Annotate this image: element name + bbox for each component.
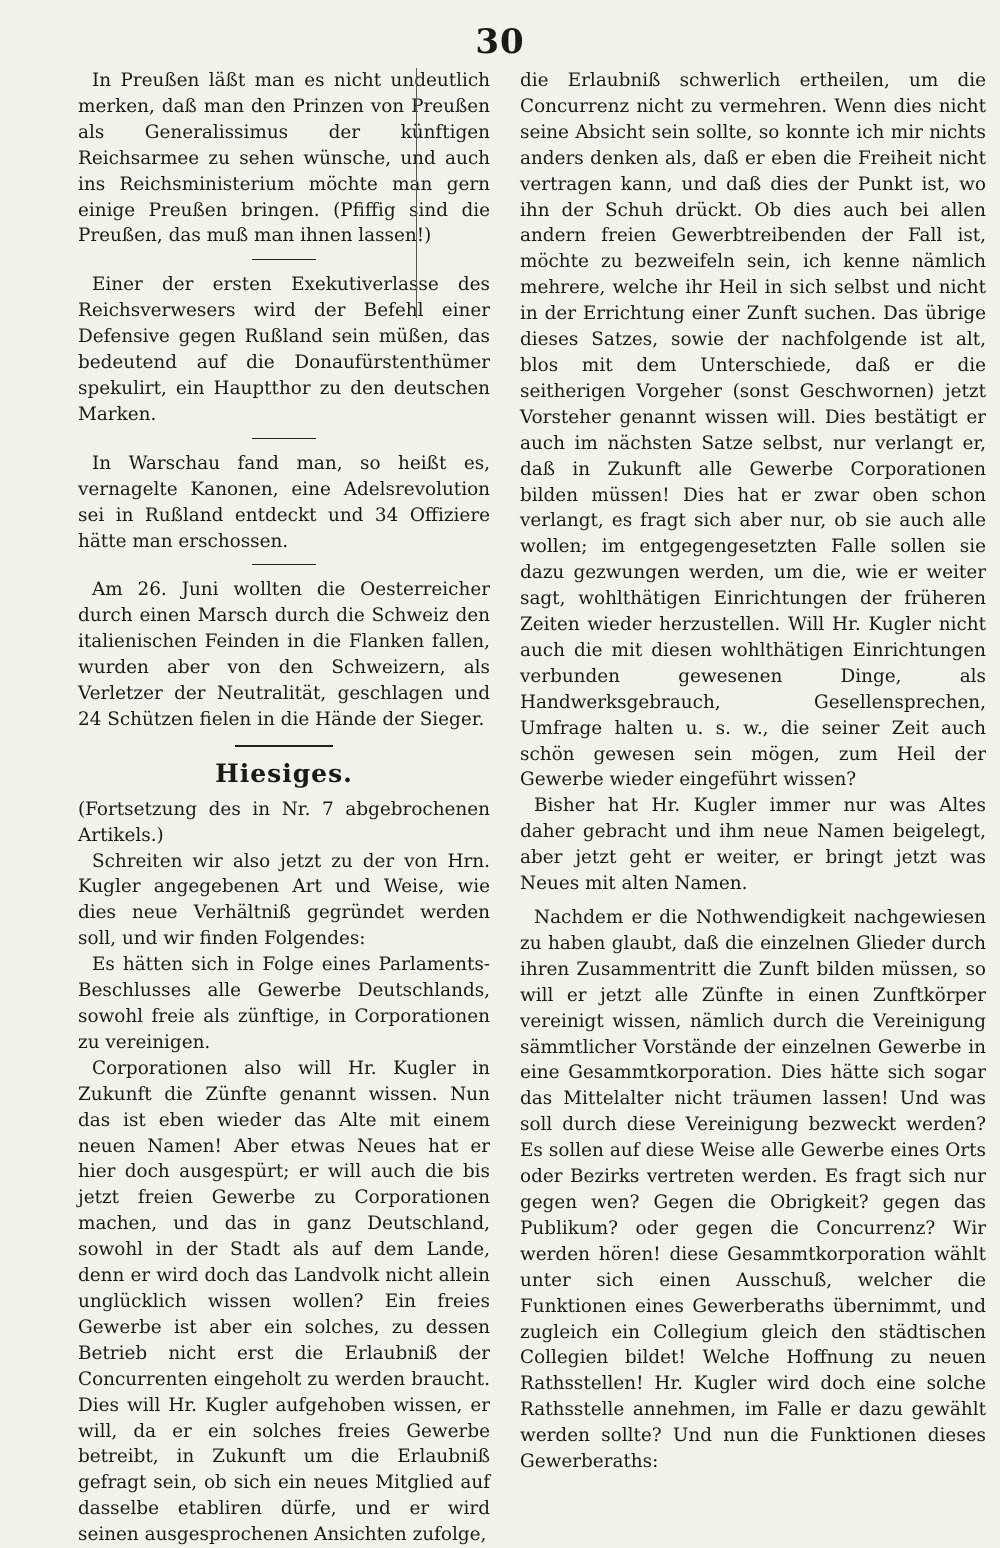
separator-rule — [252, 259, 316, 260]
news-item-reichsverweser: Einer der ersten Exekutiverlasse des Reichsverwesers wird der Befehl einer Defensive gegen Rußland sein müßen, das bedeutend auf die Donaufürstenthümer spekulirt, ein Hauptthor zu den deutschen Marken. — [78, 274, 490, 425]
page-number: 30 — [475, 22, 525, 62]
article-paragraph: die Erlaubniß schwerlich ertheilen, um die Concurrenz nicht zu vermehren. Wenn dies nicht seine Absicht sein sollte, so konnte ich mir nichts anders denken als, daß er eben die Freiheit nicht vertragen kann, und daß dies der Punkt ist, wo ihn der Schuh drückt. Ob dies auch bei allen andern freien Gewerbtreibenden der Fall ist, möchte zu bezweifeln sein, ich kenne nämlich mehrere, welche ihr Heil in sich selbst und nicht in der Errichtung einer Zunft suchen. Das übrige dieses Satzes, sowie der nachfolgende ist alt, blos mit dem Unterschiede, daß er die seitherigen Vorgeher (sonst Geschwornen) jetzt Vorsteher genannt wissen will. Dies bestätigt er auch im nächsten Satze selbst, nur verlangt er, daß in Zukunft alle Gewerbe Corporationen bilden müssen! Dies hat er zwar oben schon verlangt, es fragt sich aber nur, ob sie auch alle wollen; im entgegengesetzten Falle sollen sie dazu gezwungen werden, um die, wie er weiter sagt, wohlthätigen Einrichtungen der früheren Zeiten wieder herzustellen. Will Hr. Kugler nicht auch die mit diesen wohlthätigen Einrichtungen verbunden gewesenen Dinge, als Handwerksgebrauch, Gesellensprechen, Umfrage halten u. s. w., die seiner Zeit auch schön gewesen sein mögen, zum Heil der Gewerbe wieder eingeführt wissen? — [520, 70, 986, 791]
article-paragraph: Nachdem er die Nothwendigkeit nachgewiesen zu haben glaubt, daß die einzelnen Glieder durch ihren Zusammentritt die Zunft bilden müssen, so will er jetzt alle Zünfte in einen Zunftkörper vereinigt wissen, nämlich durch die Vereinigung sämmtlicher Vorstände der einzelnen Gewerbe in eine Gesammtkorporation. Dies hätte sich sogar das Mittelalter nicht träumen lassen! Und was soll durch diese Vereinigung bezweckt werden? Es sollen auf diese Weise alle Gewerbe eines Orts oder Bezirks vertreten werden. Es fragt sich nur gegen wen? Gegen die Obrigkeit? gegen das Publikum? oder gegen die Concurrenz? Wir werden hören! diese Gesammtkorporation wählt unter sich einen Ausschuß, welcher die Funktionen eines Gewerberaths übernimmt, und zugleich ein Collegium gleich den städtischen Collegien bildet! Welche Hoffnung zu neuen Rathsstellen! Hr. Kugler wird doch eine solche Rathsstelle annehmen, im Falle er dazu gewählt werden sollte? Und nun die Funktionen dieses Gewerberaths: — [520, 907, 986, 1473]
article-paragraph: Corporationen also will Hr. Kugler in Zukunft die Zünfte genannt wissen. Nun das ist eben wieder das Alte mit einem neuen Namen! Aber etwas Neues hat er hier doch ausgespürt; er will auch die bis jetzt freien Gewerbe zu Corporationen machen, und das in ganz Deutschland, sowohl in der Stadt als auf dem Lande, denn er wird doch das Landvolk nicht allein unglücklich wissen wollen? Ein freies Gewerbe ist aber ein solches, zu dessen Betrieb nicht erst die Erlaubniß der Concurrenten eingeholt zu werden braucht. Dies will Hr. Kugler aufgehoben wissen, er will, da er ein solches freies Gewerbe betreibt, in Zukunft um die Erlaubniß gefragt sein, ob sich ein neues Mitglied auf dasselbe etabliren dürfe, und er wird seinen ausgesprochenen Ansichten zufolge, — [78, 1057, 490, 1546]
separator-rule — [252, 438, 316, 439]
left-column — [78, 68, 490, 1548]
section-separator-rule — [235, 745, 333, 747]
news-item-prussia: In Preußen läßt man es nicht undeutlich merken, daß man den Prinzen von Preußen als Generalissimus der künftigen Reichsarmee zu sehen wünsche, und auch ins Reichsministerium möchte man gern einige Preußen bringen. (Pfiffig sind die Preußen, das muß man ihnen lassen!) — [78, 70, 490, 247]
article-paragraph: Es hätten sich in Folge eines Parlaments-Beschlusses alle Gewerbe Deutschlands, sowohl freie als zünftige, in Corporationen zu vereinigen. — [78, 954, 490, 1053]
paragraph-gap — [520, 897, 986, 905]
section-title: Hiesiges. — [215, 758, 353, 788]
separator-rule — [252, 564, 316, 565]
right-column — [520, 68, 986, 1475]
article-paragraph: Bisher hat Hr. Kugler immer nur was Altes daher gebracht und ihm neue Namen beigelegt, aber jetzt geht er weiter, er bringt jetzt was Neues mit alten Namen. — [520, 795, 986, 895]
article-continuation-note: (Fortsetzung des in Nr. 7 abgebrochenen Artikels.) — [78, 798, 490, 846]
article-paragraph: Schreiten wir also jetzt zu der von Hrn. Kugler angegebenen Art und Weise, wie dies neue Verhältniß gegründet werden soll, und wir finden Folgendes: — [78, 850, 490, 950]
news-item-austrians: Am 26. Juni wollten die Oesterreicher durch einen Marsch durch die Schweiz den italienischen Feinden in die Flanken fallen, wurden aber von den Schweizern, als Verletzer der Neutralität, geschlagen und 24 Schützen fielen in die Hände der Sieger. — [78, 579, 490, 730]
column-fold-line — [416, 68, 417, 318]
news-item-warsaw: In Warschau fand man, so heißt es, vernagelte Kanonen, eine Adelsrevolution sei in Rußland entdeckt und 34 Offiziere hätte man erschossen. — [78, 452, 490, 552]
